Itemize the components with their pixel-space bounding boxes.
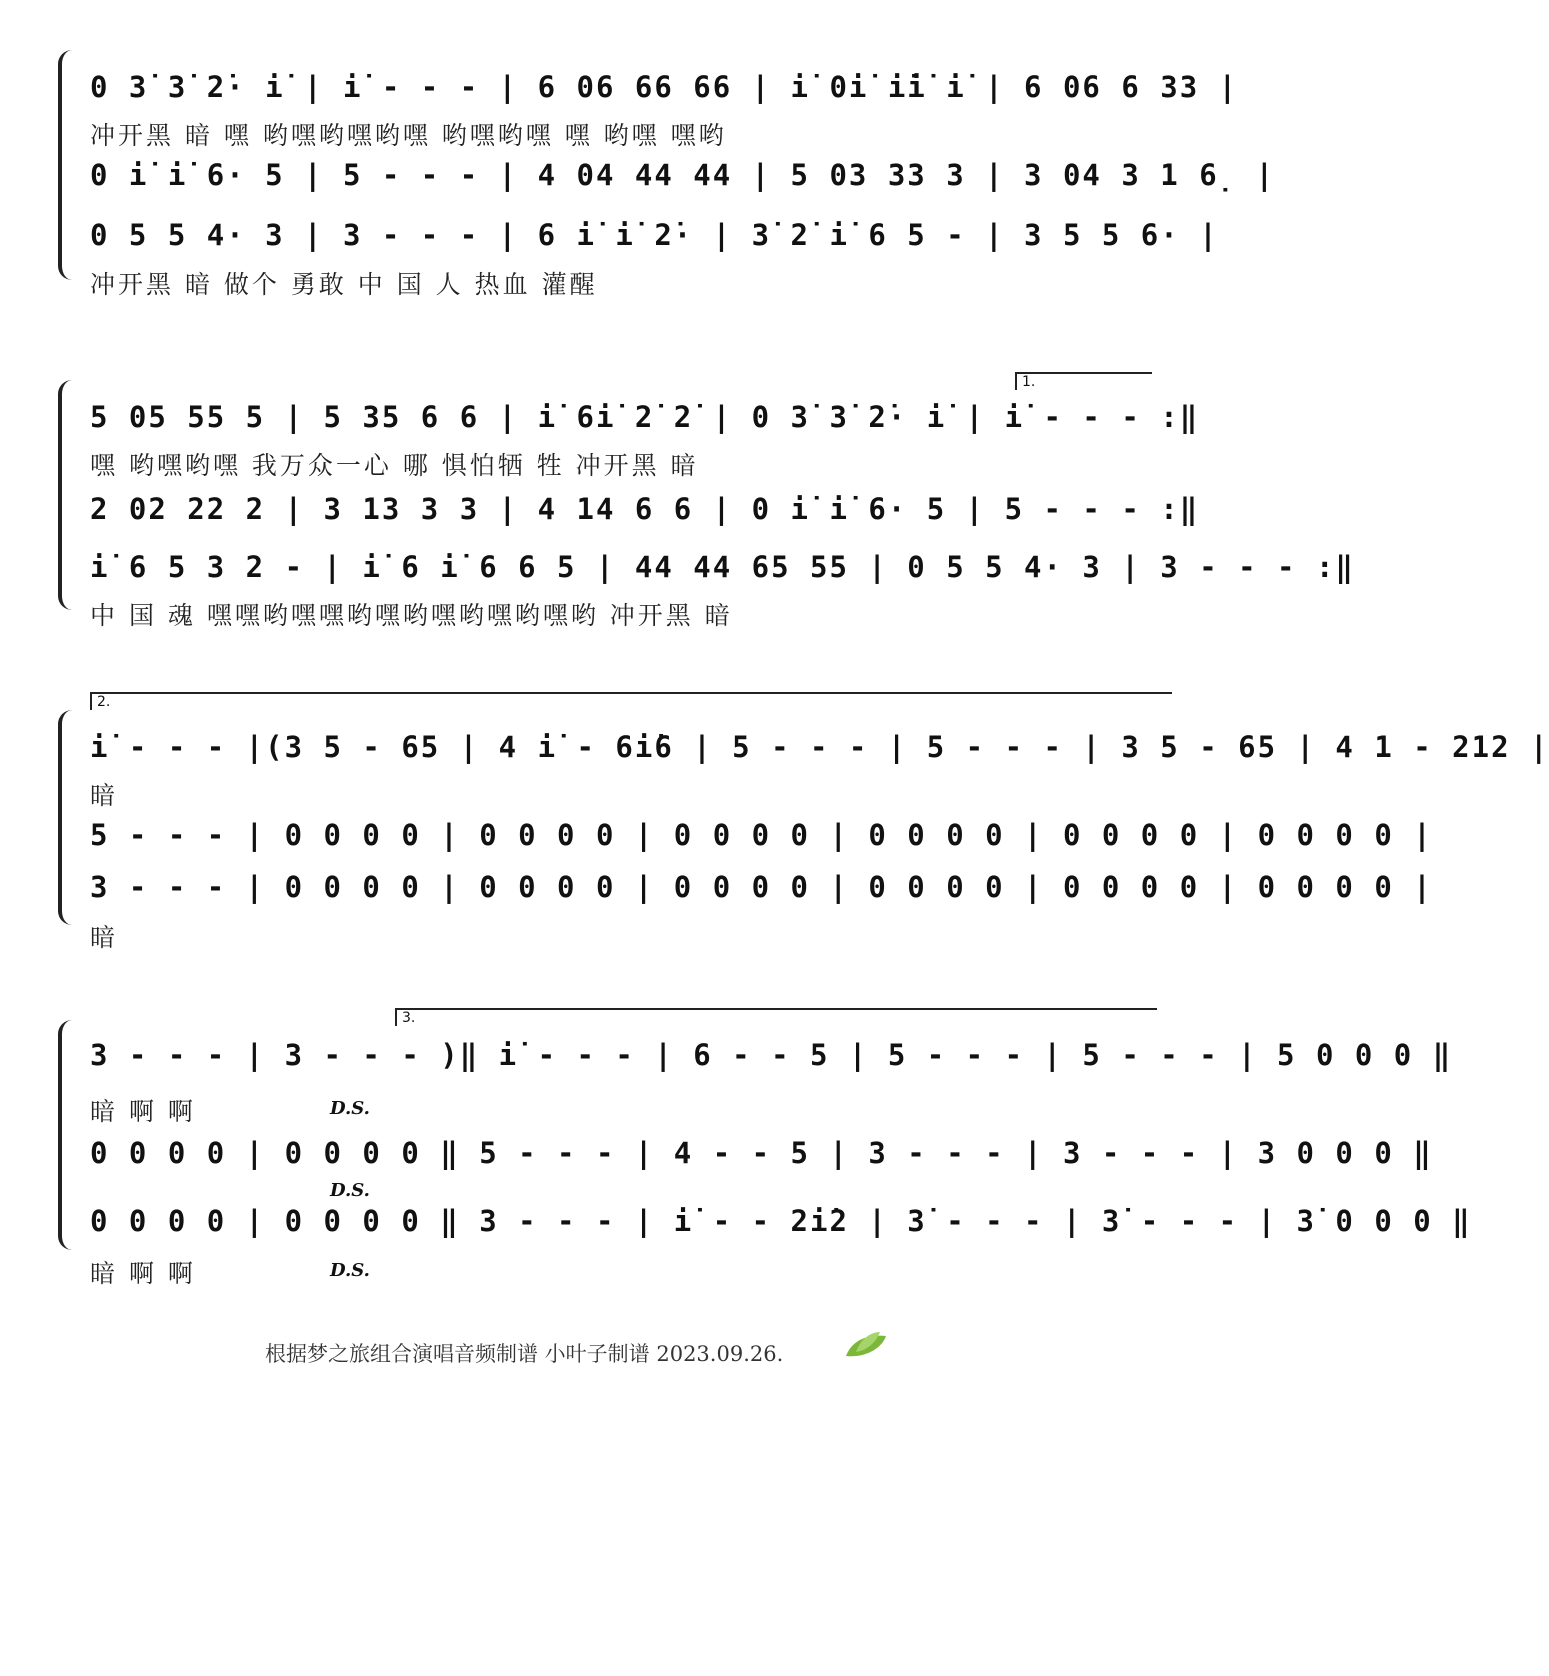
lyrics-bass: 中 国 魂 嘿嘿哟嘿嘿哟嘿哟嘿哟嘿哟嘿哟 冲开黑 暗	[90, 601, 733, 630]
system-brace	[58, 1020, 76, 1250]
staff-line-alto: 0 0 0 0 | 0 0 0 0 ‖ 5 - - - | 4 - - 5 | 3 - - - | 3 - - - | 3 0 0 0 ‖	[90, 1136, 1433, 1170]
ds-marking: D.S.	[330, 1180, 370, 1201]
lyrics-soprano: 冲开黑 暗 嘿 哟嘿哟嘿哟嘿 哟嘿哟嘿 嘿 哟嘿 嘿哟	[90, 121, 727, 150]
staff-line-bass: 3 - - - | 0 0 0 0 | 0 0 0 0 | 0 0 0 0 | 0 0 0 0 | 0 0 0 0 | 0 0 0 0 |	[90, 870, 1433, 904]
score-credit: 根据梦之旅组合演唱音频制谱 小叶子制谱 2023.09.26.	[265, 1342, 784, 1366]
volta-bracket: 1.	[1015, 372, 1152, 390]
staff-line-alto: 2 02 22 2 | 3 13 3 3 | 4 14 6 6 | 0 i̇ i̇ 6· 5 | 5 - - - :‖	[90, 492, 1200, 526]
leaf-icon	[842, 1330, 890, 1364]
staff-line-soprano: 0 3̇ 3̇ 2̇· i̇ | i̇ - - - | 6 06 66 66 | i̇ 0i̇ i̇i̇ i̇ | 6 06 6 33 |	[90, 70, 1239, 104]
staff-line-soprano: i̇ - - - |(3 5 - 65 | 4 i̇ - 6i̇6 | 5 - - - | 5 - - - | 3 5 - 65 | 4 1 - 212 |	[90, 730, 1549, 764]
system-brace	[58, 50, 76, 280]
staff-line-bass: i̇ 6 5 3 2 - | i̇ 6 i̇ 6 6 5 | 44 44 65 55 | 0 5 5 4· 3 | 3 - - - :‖	[90, 550, 1355, 584]
lyrics-soprano: 嘿 哟嘿哟嘿 我万众一心 哪 惧怕牺 牲 冲开黑 暗	[90, 451, 699, 480]
lyrics-soprano: 暗	[90, 781, 119, 810]
lyrics-bass: 暗 啊 啊	[90, 1259, 196, 1288]
lyrics-bass: 冲开黑 暗 做个 勇敢 中 国 人 热血 灌醒	[90, 270, 598, 299]
staff-line-alto: 5 - - - | 0 0 0 0 | 0 0 0 0 | 0 0 0 0 | 0 0 0 0 | 0 0 0 0 | 0 0 0 0 |	[90, 818, 1433, 852]
staff-line-soprano: 3 - - - | 3 - - - )‖ i̇ - - - | 6 - - 5 | 5 - - - | 5 - - - | 5 0 0 0 ‖	[90, 1038, 1453, 1072]
staff-line-alto: 0 i̇ i̇ 6· 5 | 5 - - - | 4 04 44 44 | 5 03 33 3 | 3 04 3 1 6̣ |	[90, 158, 1276, 192]
ds-marking: D.S.	[330, 1260, 370, 1281]
staff-line-bass: 0 0 0 0 | 0 0 0 0 ‖ 3 - - - | i̇ - - 2i̇2 | 3̇ - - - | 3̇ - - - | 3̇ 0 0 0 ‖	[90, 1204, 1472, 1238]
volta-bracket: 3.	[395, 1008, 1157, 1026]
staff-line-bass: 0 5 5 4· 3 | 3 - - - | 6 i̇ i̇ 2̇· | 3̇ 2̇ i̇ 6 5 - | 3 5 5 6· |	[90, 218, 1219, 252]
lyrics-soprano: 暗 啊 啊	[90, 1097, 196, 1126]
system-brace	[58, 710, 76, 925]
staff-line-soprano: 5 05 55 5 | 5 35 6 6 | i̇ 6i̇ 2̇ 2̇ | 0 3̇ 3̇ 2̇· i̇ | i̇ - - - :‖	[90, 400, 1200, 434]
volta-bracket: 2.	[90, 692, 1172, 710]
lyrics-bass: 暗	[90, 923, 119, 952]
system-brace	[58, 380, 76, 610]
ds-marking: D.S.	[330, 1098, 370, 1119]
